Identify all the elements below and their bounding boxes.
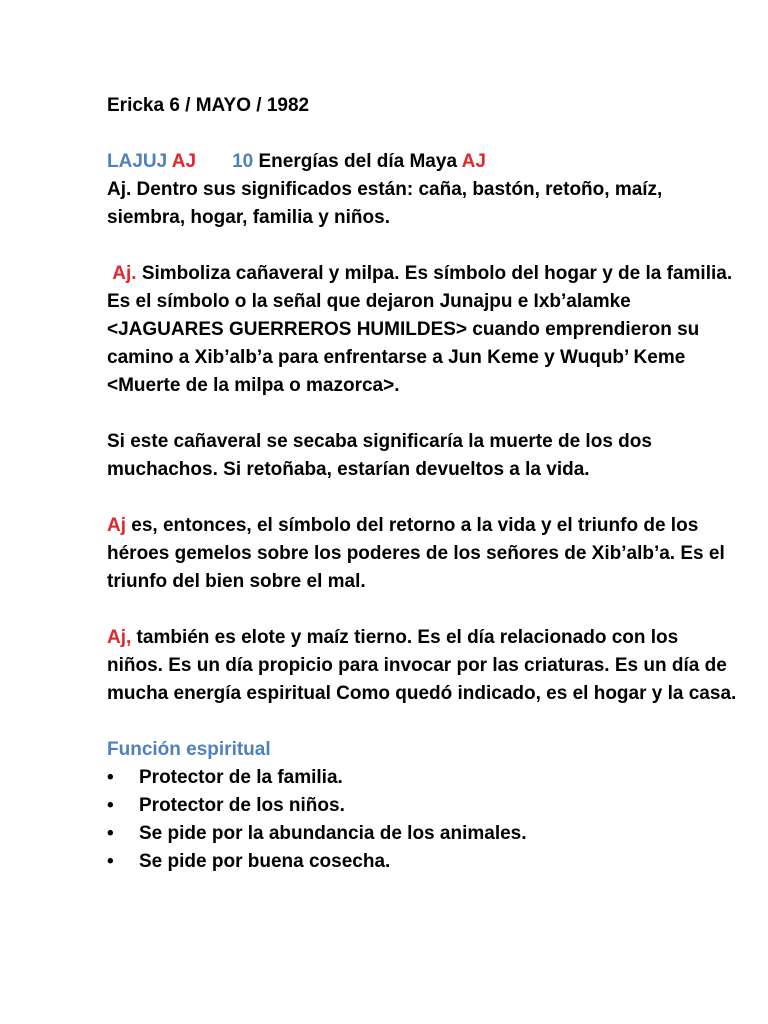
paragraph-retorno [107, 512, 737, 596]
day-title-line [107, 148, 737, 176]
spacer [107, 596, 737, 624]
bullet-icon: • [107, 767, 114, 788]
list-item [107, 792, 737, 820]
document-header: Ericka 6 / MAYO / 1982 [107, 95, 310, 116]
document-page [107, 92, 737, 876]
list-item [107, 820, 737, 848]
section-heading: Función espiritual [107, 739, 271, 760]
spacer [107, 708, 737, 736]
bullet-icon: • [107, 823, 114, 844]
intro-paragraph: Aj. Dentro sus significados están: caña, bastón, retoño, maíz, siembra, hogar, familia y niños. [107, 179, 663, 228]
paragraph-text: Simboliza cañaveral y milpa. Es símbolo del hogar y de la familia. Es el símbolo o la señal que dejaron Junajpu e Ixb’alamke <JAGUARES GUERREROS HUMILDES> cuando emprendieron su camino a Xib’alb’a para enfrentarse a Jun Keme y Wuqub’ Keme <Muerte de la milpa o mazorca>. [107, 263, 733, 396]
list-item-text: Se pide por buena cosecha. [139, 851, 391, 872]
bullet-list [107, 764, 737, 876]
day-name-aj-end: AJ [461, 151, 486, 172]
paragraph-lead-aj: Aj. [112, 263, 137, 284]
paragraph-lead-aj: Aj [107, 515, 126, 536]
list-item [107, 848, 737, 876]
day-name-aj: AJ [171, 151, 197, 172]
paragraph-canaveral: Si este cañaveral se secaba significaría la muerte de los dos muchachos. Si retoñaba, estarían devueltos a la vida. [107, 431, 652, 480]
paragraph-text: es, entonces, el símbolo del retorno a la vida y el triunfo de los héroes gemelos sobre los poderes de los señores de Xib’alb’a. Es el triunfo del bien sobre el mal. [107, 515, 725, 592]
spacer [107, 120, 737, 148]
paragraph-elote [107, 624, 737, 708]
spacer [107, 484, 737, 512]
day-number: 10 [232, 151, 254, 172]
list-item-text: Se pide por la abundancia de los animales. [139, 823, 527, 844]
paragraph-text: también es elote y maíz tierno. Es el día relacionado con los niños. Es un día propicio para invocar por las criaturas. Es un día de mucha energía espiritual Como quedó indicado, es el hogar y la casa. [107, 627, 737, 704]
bullet-icon: • [107, 851, 114, 872]
day-title-text: Energías del día Maya [253, 151, 462, 172]
list-item-text: Protector de los niños. [139, 795, 345, 816]
paragraph-symbolism [107, 260, 737, 400]
bullet-icon: • [107, 795, 114, 816]
spacer [107, 400, 737, 428]
paragraph-lead-aj: Aj, [107, 627, 132, 648]
day-name-lajuj: LAJUJ [107, 151, 168, 172]
list-item [107, 764, 737, 792]
list-item-text: Protector de la familia. [139, 767, 343, 788]
spacer [107, 232, 737, 260]
